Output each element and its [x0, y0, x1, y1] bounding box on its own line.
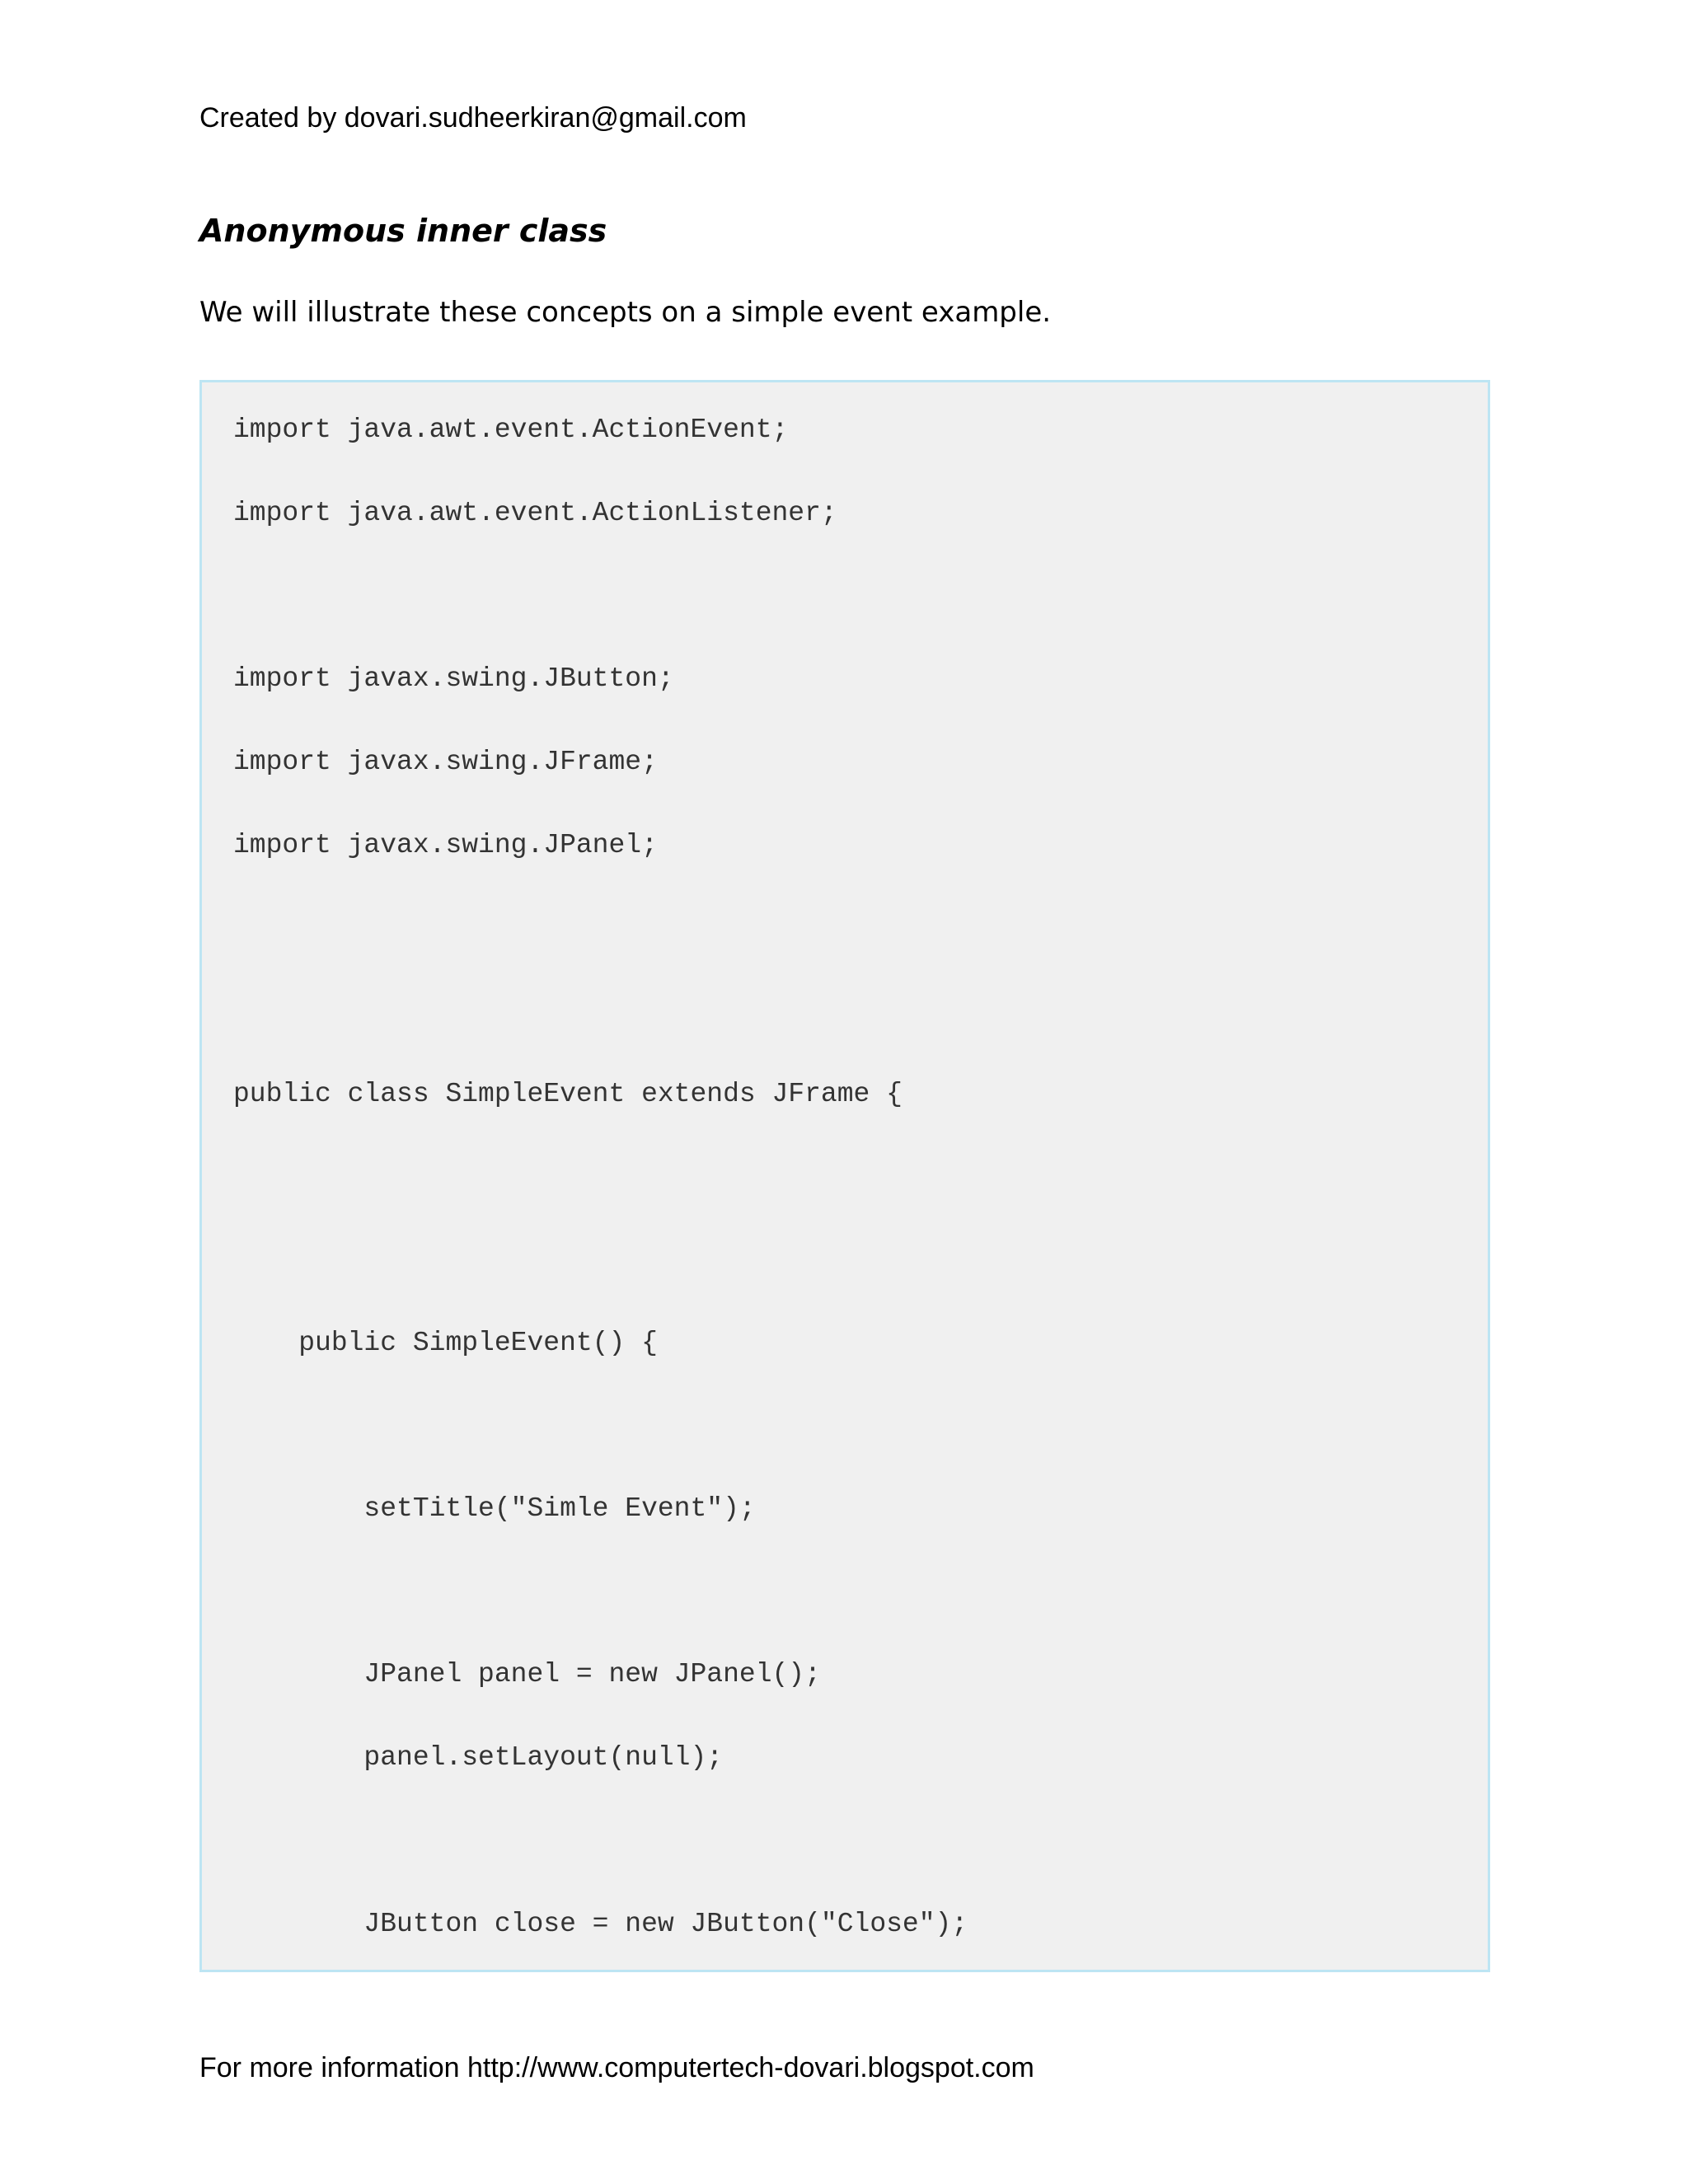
code-line: import java.awt.event.ActionListener; [233, 498, 837, 528]
code-line: setTitle("Simle Event"); [233, 1493, 756, 1524]
intro-paragraph: We will illustrate these concepts on a simple event example. [199, 296, 1052, 329]
code-line: public SimpleEvent() { [233, 1328, 658, 1358]
code-block [199, 380, 1490, 1972]
code-line: import java.awt.event.ActionEvent; [233, 415, 789, 445]
code-line: public class SimpleEvent extends JFrame { [233, 1079, 903, 1109]
section-heading: Anonymous inner class [199, 213, 607, 249]
code-line: import javax.swing.JButton; [233, 663, 674, 694]
code-line: import javax.swing.JPanel; [233, 830, 658, 860]
code-line: import javax.swing.JFrame; [233, 747, 658, 777]
code-line: JButton close = new JButton("Close"); [233, 1909, 968, 1939]
page-footer: For more information http://www.computertech-dovari.blogspot.com [199, 2052, 1034, 2083]
code-line: JPanel panel = new JPanel(); [233, 1659, 821, 1690]
code-line: panel.setLayout(null); [233, 1742, 724, 1773]
page-header: Created by dovari.sudheerkiran@gmail.com [199, 102, 747, 134]
